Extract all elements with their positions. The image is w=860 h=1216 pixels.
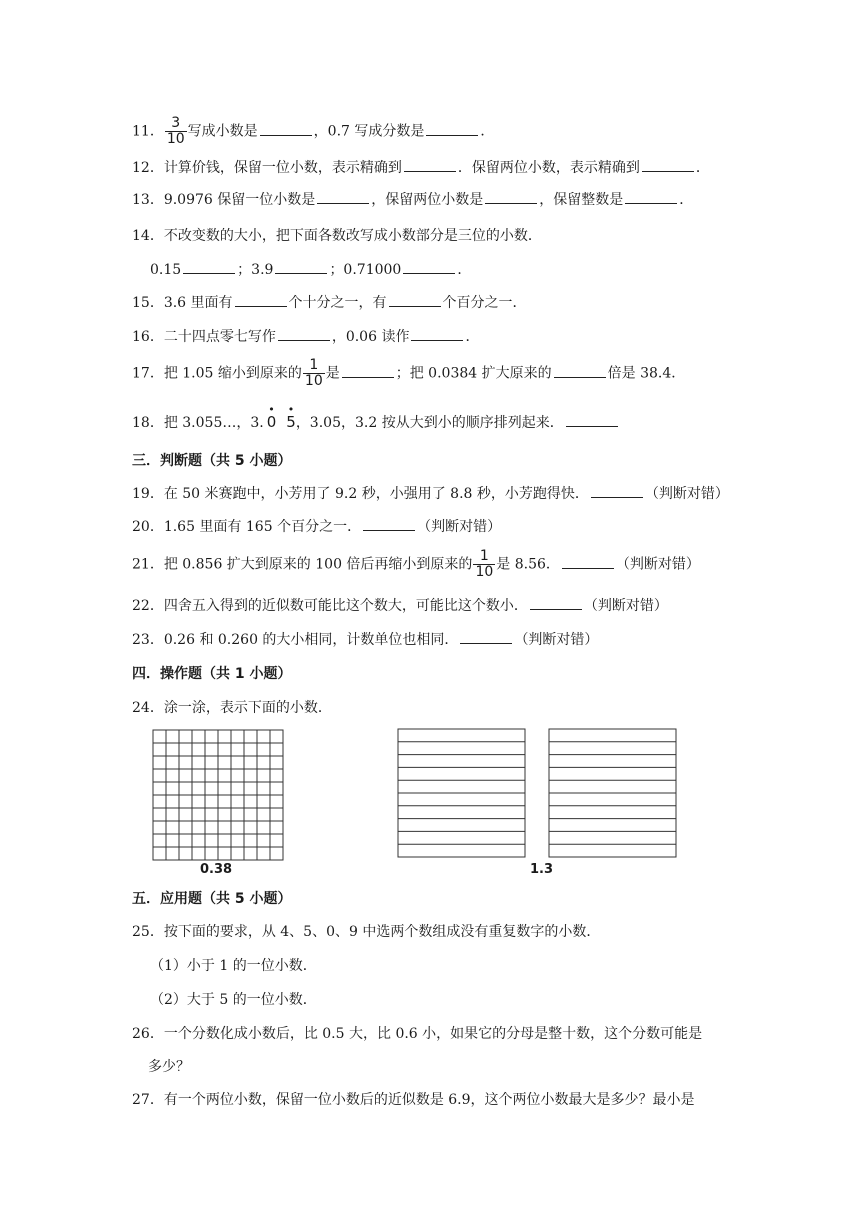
fraction [303, 358, 325, 389]
question-text: ；0.71000 [329, 262, 402, 278]
question-number: 11． [132, 123, 164, 140]
answer-blank[interactable] [426, 122, 478, 136]
section-heading-application: 五．应用题（共 5 小题） [132, 891, 292, 907]
question-11 [132, 116, 494, 147]
fraction [473, 549, 495, 580]
answer-blank[interactable] [566, 413, 618, 427]
fraction-numerator: 3 [165, 116, 187, 132]
question-26-continuation: 多少？ [148, 1059, 190, 1075]
question-text: 按下面的要求，从 4、5、0、9 中选两个数组成没有重复数字的小数． [163, 924, 601, 940]
answer-blank[interactable] [235, 293, 287, 307]
question-24 [132, 698, 332, 718]
question-number: 19． [132, 486, 164, 502]
question-hint: （判断对错） [615, 556, 700, 573]
question-14-items [150, 260, 471, 280]
question-25-part-2: （2）大于 5 的一位小数． [150, 992, 317, 1008]
question-number: 13． [132, 192, 164, 208]
answer-blank[interactable] [530, 596, 582, 610]
answer-blank[interactable] [625, 190, 677, 204]
question-17 [132, 358, 685, 389]
answer-blank[interactable] [278, 327, 330, 341]
answer-blank[interactable] [411, 327, 463, 341]
punctuation: ． [465, 329, 480, 345]
answer-blank[interactable] [403, 260, 455, 274]
question-number: 17． [132, 365, 164, 382]
answer-blank[interactable] [363, 517, 415, 531]
answer-blank[interactable] [275, 260, 327, 274]
answer-blank[interactable] [485, 190, 537, 204]
repeating-digit: • 5 [286, 412, 296, 432]
question-21 [132, 549, 700, 580]
question-text: 把 0.856 扩大到原来的 100 倍后再缩小到原来的 [163, 556, 473, 573]
punctuation: ． [480, 123, 495, 140]
section-heading-judge: 三．判断题（共 5 小题） [132, 453, 292, 469]
punctuation: ． [695, 160, 710, 176]
question-text: 把 1.05 缩小到原来的 [163, 365, 302, 382]
question-number: 15． [132, 295, 164, 311]
question-27 [132, 1090, 695, 1110]
question-text: 在 50 米赛跑中，小芳用了 9.2 秒，小强用了 8.8 秒，小芳跑得快． [163, 486, 589, 502]
question-text: 0.15 [150, 262, 182, 278]
question-hint: （判断对错） [644, 486, 729, 502]
question-text: 9.0976 保留一位小数是 [163, 192, 316, 208]
question-text: 涂一涂，表示下面的小数． [163, 700, 332, 716]
question-text: 写成小数是 [187, 123, 258, 140]
question-text: 个十分之一，有 [288, 295, 387, 311]
question-text: 四舍五入得到的近似数可能比这个数大，可能比这个数小． [163, 598, 528, 614]
question-text: ，3.05，3.2 按从大到小的顺序排列起来． [295, 415, 564, 431]
question-18 [132, 412, 620, 433]
fraction-denominator: 10 [166, 131, 185, 147]
answer-blank[interactable] [260, 122, 312, 136]
question-hint: （判断对错） [514, 632, 599, 648]
question-16 [132, 327, 479, 347]
hundred-grid-figure[interactable] [152, 729, 284, 861]
question-text: 有一个两位小数，保留一位小数后的近似数是 6.9，这个两位小数最大是多少？最小是 [163, 1092, 695, 1108]
question-number: 26． [132, 1026, 164, 1042]
question-number: 25． [132, 924, 164, 940]
question-22 [132, 596, 668, 616]
answer-blank[interactable] [562, 555, 614, 569]
question-hint: （判断对错） [417, 519, 502, 535]
question-text: ；3.9 [237, 262, 274, 278]
question-20 [132, 517, 501, 537]
answer-blank[interactable] [591, 484, 643, 498]
question-25 [132, 922, 600, 942]
question-12 [132, 158, 710, 178]
question-text: ，保留整数是 [539, 192, 624, 208]
question-number: 14． [132, 228, 164, 244]
answer-blank[interactable] [342, 364, 394, 378]
repeating-digit: • 0 [267, 412, 277, 432]
question-26 [132, 1024, 702, 1044]
question-text: 是 [325, 365, 340, 382]
question-number: 27． [132, 1092, 164, 1108]
answer-blank[interactable] [317, 190, 369, 204]
question-text: 计算价钱，保留一位小数，表示精确到 [163, 160, 402, 176]
question-text: ，0.7 写成分数是 [313, 123, 425, 140]
answer-blank[interactable] [554, 364, 606, 378]
question-number: 23． [132, 632, 164, 648]
answer-blank[interactable] [642, 158, 694, 172]
question-13 [132, 190, 693, 210]
fraction-numerator: 1 [303, 358, 325, 374]
punctuation: ． [457, 262, 472, 278]
question-text: 个百分之一． [442, 295, 527, 311]
question-text: ．保留两位小数，表示精确到 [457, 160, 640, 176]
question-text: ；把 0.0384 扩大原来的 [395, 365, 552, 382]
question-number: 21． [132, 556, 164, 573]
question-text: 是 8.56． [496, 556, 560, 573]
question-text: 倍是 38.4． [607, 365, 686, 382]
question-number: 16． [132, 329, 164, 345]
question-text: 不改变数的大小，把下面各数改写成小数部分是三位的小数． [163, 228, 542, 244]
answer-blank[interactable] [389, 293, 441, 307]
question-text: 3.6 里面有 [163, 295, 233, 311]
question-19 [132, 484, 729, 504]
question-text: 一个分数化成小数后，比 0.5 大，比 0.6 小，如果它的分母是整十数，这个分数可能是 [163, 1026, 703, 1042]
figure-label-decimal: 1.3 [530, 862, 554, 877]
strip-grid-figure-left[interactable] [397, 728, 527, 859]
question-text: 0.26 和 0.260 的大小相同，计数单位也相同． [163, 632, 459, 648]
fraction [165, 116, 187, 147]
question-text: 二十四点零七写作 [163, 329, 276, 345]
question-15 [132, 293, 527, 313]
question-text: ，保留两位小数是 [371, 192, 484, 208]
fraction-numerator: 1 [473, 549, 495, 565]
question-hint: （判断对错） [583, 598, 668, 614]
question-25-part-1: （1）小于 1 的一位小数． [150, 958, 317, 974]
question-number: 22． [132, 598, 164, 614]
answer-blank[interactable] [183, 260, 235, 274]
strip-grid-figure-right[interactable] [548, 728, 678, 859]
answer-blank[interactable] [460, 630, 512, 644]
fraction-denominator: 10 [304, 373, 323, 389]
section-heading-operation: 四．操作题（共 1 小题） [132, 666, 292, 682]
question-23 [132, 630, 598, 650]
question-14 [132, 226, 542, 246]
question-number: 18． [132, 415, 164, 431]
question-number: 12． [132, 160, 164, 176]
question-text: 把 3.055…，3. [163, 415, 264, 431]
punctuation: ． [679, 192, 694, 208]
question-text: 1.65 里面有 165 个百分之一． [163, 519, 362, 535]
figure-label-decimal: 0.38 [200, 862, 233, 877]
fraction-denominator: 10 [475, 564, 494, 580]
question-number: 24． [132, 700, 164, 716]
answer-blank[interactable] [404, 158, 456, 172]
question-text: ，0.06 读作 [331, 329, 410, 345]
question-number: 20． [132, 519, 164, 535]
